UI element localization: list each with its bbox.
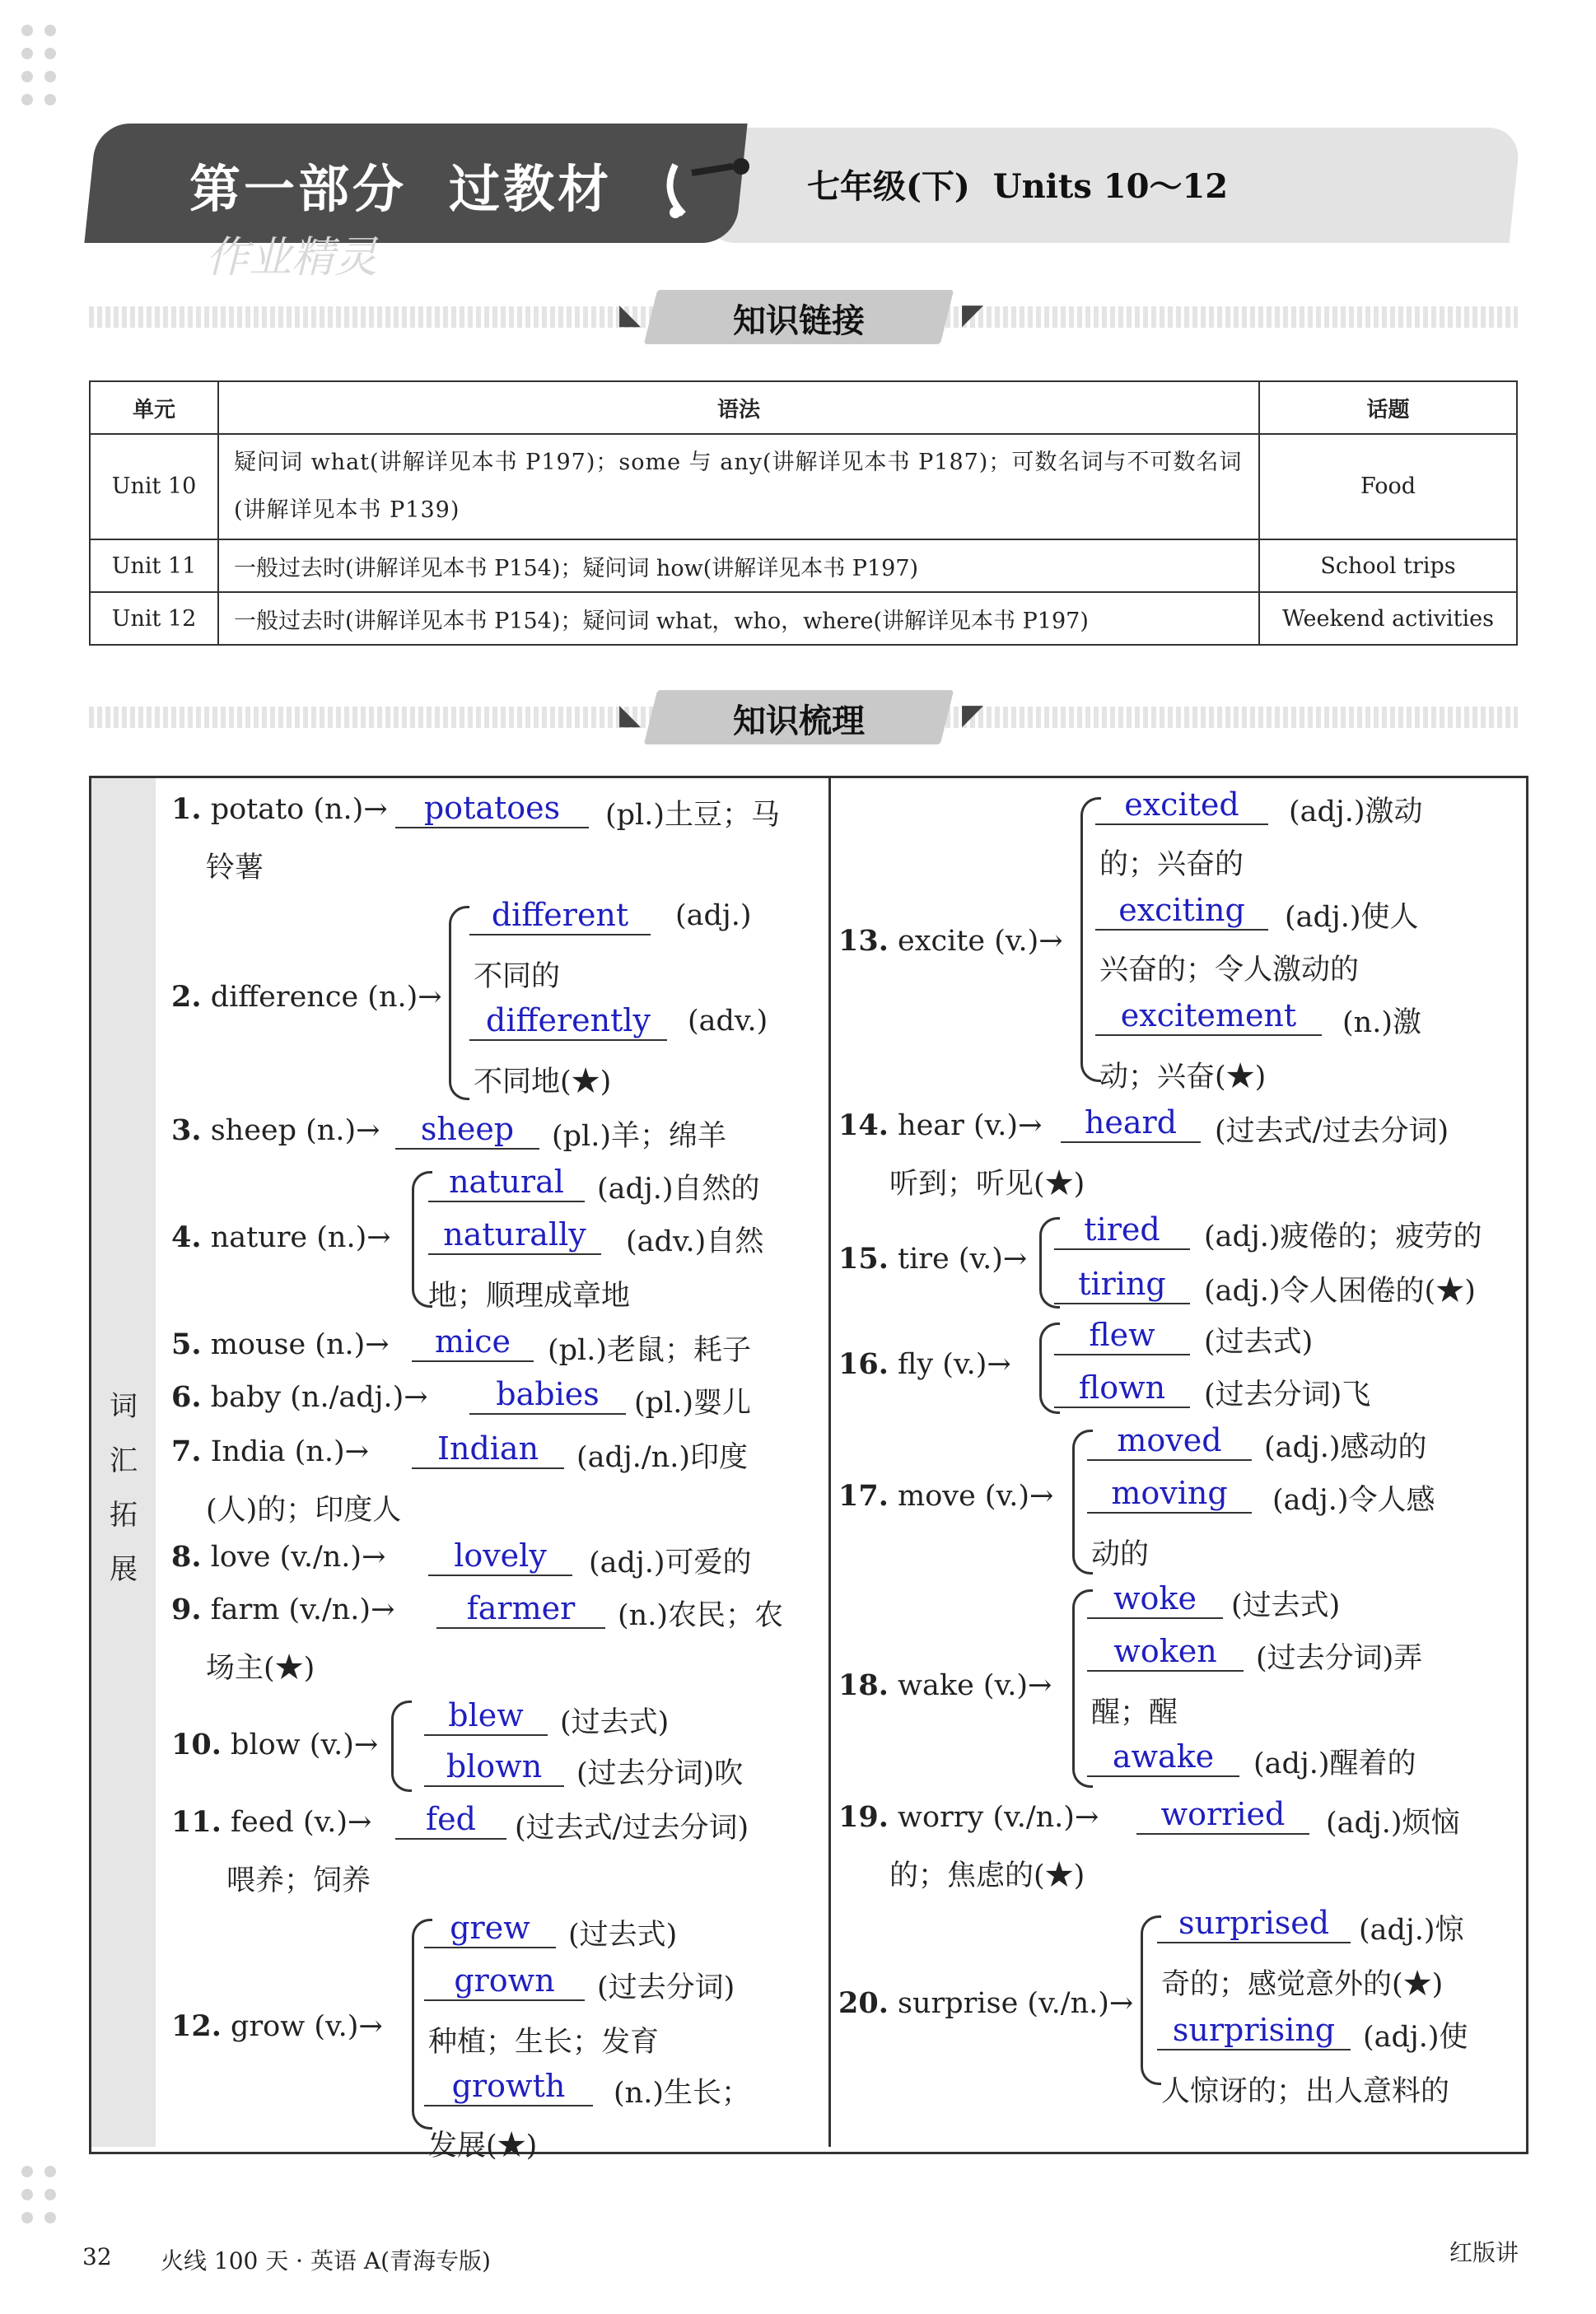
edition-label: 红版讲 (1449, 2239, 1519, 2266)
answer-indian: Indian (412, 1430, 564, 1469)
vocab-side-label: 词汇拓展 (110, 1390, 138, 1586)
gloss-10a: (过去式) (560, 1706, 670, 1739)
vocab-item-3: 3. sheep (n.)→ (171, 1113, 380, 1147)
gloss-7b: (人)的；印度人 (206, 1494, 402, 1527)
gloss-20a: (adj.)惊 (1359, 1914, 1464, 1947)
vocab-item-20: 20. surprise (v./n.)→ (838, 1986, 1134, 2020)
answer-surprising: surprising (1157, 2011, 1351, 2050)
gloss-9b: 场主(★) (206, 1652, 315, 1685)
gloss-16a: (过去式) (1204, 1326, 1314, 1359)
gloss-16b: (过去分词)飞 (1204, 1379, 1371, 1411)
vocab-item-12: 12. grow (v.)→ (171, 2009, 383, 2043)
section-title-links: 知识链接 (733, 302, 865, 340)
bracket (449, 906, 469, 1100)
vocab-item-10: 10. blow (v.)→ (171, 1728, 379, 1761)
gloss-18b: (过去分词)弄 (1256, 1642, 1423, 1675)
gloss-10b: (过去分词)吹 (576, 1757, 744, 1790)
table-row (90, 592, 1517, 645)
table-cell-grammar: 一般过去时(讲解详见本书 P154)；疑问词 what，who，where(讲解详见本书 P197) (218, 592, 1259, 645)
table-cell-topic: Weekend activities (1259, 592, 1517, 645)
answer-moved: moved (1087, 1421, 1252, 1461)
gloss-12a: (过去式) (568, 1919, 678, 1952)
hook-ornament-icon (659, 148, 758, 231)
table-header-unit: 单元 (90, 381, 218, 434)
answer-flew: flew (1054, 1316, 1190, 1355)
gloss-14: (过去式/过去分词) (1215, 1115, 1449, 1148)
answer-excitement: excitement (1095, 996, 1322, 1036)
gloss-1: (pl.)土豆；马 (605, 799, 781, 832)
answer-exciting: exciting (1095, 891, 1268, 931)
gloss-8: (adj.)可爱的 (589, 1547, 752, 1579)
gloss-11b: 喂养；饲养 (226, 1864, 371, 1897)
page-number: 32 (82, 2243, 112, 2270)
answer-different: different (469, 896, 651, 935)
gloss-13a: (adj.)激动 (1289, 795, 1423, 828)
answer-fed: fed (395, 1800, 506, 1840)
gloss-19b: 的；焦虑的(★) (889, 1859, 1085, 1892)
gloss-4b-b: 地；顺理成章地 (428, 1280, 631, 1313)
gloss-11: (过去式/过去分词) (515, 1812, 749, 1845)
vocab-item-8: 8. love (v./n.)→ (171, 1540, 386, 1574)
vocab-item-16: 16. fly (v.)→ (838, 1347, 1011, 1381)
gloss-9: (n.)农民；农 (618, 1599, 783, 1632)
table-cell-topic: School trips (1259, 539, 1517, 592)
book-title: 火线 100 天 · 英语 A(青海专版) (161, 2247, 491, 2274)
chevron-right-icon: ◤ (962, 698, 984, 731)
gloss-2a-b: 不同的 (474, 960, 561, 993)
answer-lovely: lovely (428, 1537, 572, 1576)
section-title-review: 知识梳理 (733, 702, 865, 740)
answer-woken: woken (1087, 1632, 1244, 1672)
gloss-18a: (过去式) (1231, 1589, 1341, 1622)
gloss-13b-b: 兴奋的；令人激动的 (1099, 954, 1360, 987)
bracket (1080, 797, 1101, 1082)
grammar-table (89, 380, 1518, 646)
gloss-5: (pl.)老鼠；耗子 (548, 1334, 752, 1367)
vocab-item-13: 13. excite (v.)→ (838, 924, 1063, 958)
gloss-2a: (adj.) (675, 899, 752, 932)
gloss-4b: (adv.)自然 (626, 1225, 764, 1258)
table-row (90, 434, 1517, 539)
answer-grown: grown (424, 1962, 585, 2001)
vocab-item-15: 15. tire (v.)→ (838, 1242, 1028, 1276)
answer-mice: mice (412, 1323, 534, 1362)
gloss-18c: (adj.)醒着的 (1253, 1747, 1416, 1780)
table-header-topic: 话题 (1259, 381, 1517, 434)
gloss-20b: (adj.)使 (1363, 2021, 1468, 2054)
gloss-17a: (adj.)感动的 (1264, 1431, 1427, 1464)
gloss-18b-b: 醒；醒 (1091, 1696, 1178, 1729)
vocab-item-17: 17. move (v.)→ (838, 1479, 1054, 1513)
answer-moving: moving (1087, 1474, 1252, 1514)
gloss-20b-b: 人惊讶的；出人意料的 (1161, 2075, 1450, 2108)
vocab-item-4: 4. nature (n.)→ (171, 1220, 391, 1254)
gloss-17b: (adj.)令人感 (1272, 1484, 1435, 1517)
gloss-13a-b: 的；兴奋的 (1099, 848, 1244, 881)
table-row (90, 539, 1517, 592)
answer-growth: growth (424, 2067, 593, 2106)
chevron-left-icon: ◣ (619, 298, 642, 331)
answer-awake: awake (1087, 1738, 1239, 1777)
gloss-12c-b: 发展(★) (428, 2130, 538, 2162)
gloss-4a: (adj.)自然的 (597, 1173, 760, 1206)
gloss-1b: 铃薯 (206, 851, 264, 884)
answer-surprised: surprised (1157, 1904, 1351, 1943)
answer-excited: excited (1095, 786, 1268, 825)
chevron-left-icon: ◣ (619, 698, 642, 731)
page-title: 第一部分 过教材 (189, 159, 613, 219)
vocab-item-11: 11. feed (v.)→ (171, 1805, 372, 1839)
answer-heard: heard (1061, 1103, 1201, 1143)
answer-woke: woke (1087, 1579, 1223, 1619)
vocab-item-7: 7. India (n.)→ (171, 1435, 369, 1468)
gloss-2b: (adv.) (688, 1005, 768, 1038)
gloss-3: (pl.)羊；绵羊 (552, 1120, 727, 1153)
answer-babies: babies (469, 1375, 626, 1415)
vocab-item-19: 19. worry (v./n.)→ (838, 1800, 1099, 1834)
corner-dots-top (21, 25, 71, 124)
gloss-15a: (adj.)疲倦的；疲劳的 (1204, 1220, 1482, 1253)
answer-flown: flown (1054, 1369, 1190, 1408)
vocab-item-5: 5. mouse (n.)→ (171, 1327, 390, 1361)
table-cell-topic: Food (1259, 434, 1517, 539)
answer-worried: worried (1136, 1795, 1309, 1835)
gloss-17b-b: 动的 (1091, 1538, 1150, 1571)
answer-grew: grew (424, 1909, 556, 1948)
corner-dots-bottom (21, 2166, 71, 2265)
table-header-grammar: 语法 (218, 381, 1259, 434)
gloss-20a-b: 奇的；感觉意外的(★) (1161, 1968, 1444, 2001)
table-cell-grammar: 一般过去时(讲解详见本书 P154)；疑问词 how(讲解详见本书 P197) (218, 539, 1259, 592)
gloss-2b-b: 不同地(★) (474, 1066, 612, 1099)
vocab-item-1: 1. potato (n.)→ (171, 792, 388, 826)
vocab-item-18: 18. wake (v.)→ (838, 1668, 1052, 1702)
table-cell-unit: Unit 10 (90, 434, 218, 539)
watermark: 作业精灵 (206, 233, 378, 282)
gloss-13c: (n.)激 (1342, 1006, 1421, 1039)
gloss-7: (adj./n.)印度 (576, 1441, 749, 1474)
vocab-item-6: 6. baby (n./adj.)→ (171, 1380, 428, 1414)
vocab-item-14: 14. hear (v.)→ (838, 1108, 1043, 1142)
answer-sheep: sheep (395, 1110, 539, 1150)
answer-blew: blew (424, 1696, 548, 1736)
gloss-13c-b: 动；兴奋(★) (1099, 1061, 1267, 1094)
answer-tiring: tiring (1054, 1265, 1190, 1304)
gloss-12b-b: 种植；生长；发育 (428, 2026, 660, 2059)
bracket (391, 1701, 412, 1792)
vocab-item-2: 2. difference (n.)→ (171, 980, 442, 1014)
gloss-12c: (n.)生长； (614, 2077, 750, 2110)
gloss-14b: 听到；听见(★) (889, 1168, 1085, 1201)
answer-tired: tired (1054, 1211, 1190, 1250)
answer-natural: natural (428, 1163, 585, 1202)
table-cell-unit: Unit 11 (90, 539, 218, 592)
answer-differently: differently (469, 1001, 667, 1041)
gloss-12b: (过去分词) (597, 1971, 735, 2004)
gloss-6: (pl.)婴儿 (634, 1387, 752, 1420)
answer-blown: blown (424, 1747, 564, 1787)
header-subtitle: 七年级(下) Units 10～12 (807, 167, 1229, 206)
gloss-15b: (adj.)令人困倦的(★) (1204, 1275, 1476, 1308)
answer-potatoes: potatoes (395, 789, 589, 828)
gloss-13b: (adj.)使人 (1285, 901, 1419, 934)
gloss-19: (adj.)烦恼 (1326, 1807, 1460, 1840)
table-cell-grammar: 疑问词 what(讲解详见本书 P197)；some 与 any(讲解详见本书 P187)；可数名词与不可数名词(讲解详见本书 P139) (218, 434, 1259, 539)
vocab-divider (828, 778, 831, 2147)
vocab-item-9: 9. farm (v./n.)→ (171, 1593, 395, 1626)
chevron-right-icon: ◤ (962, 298, 984, 331)
table-cell-unit: Unit 12 (90, 592, 218, 645)
answer-farmer: farmer (436, 1589, 605, 1629)
answer-naturally: naturally (428, 1215, 601, 1255)
